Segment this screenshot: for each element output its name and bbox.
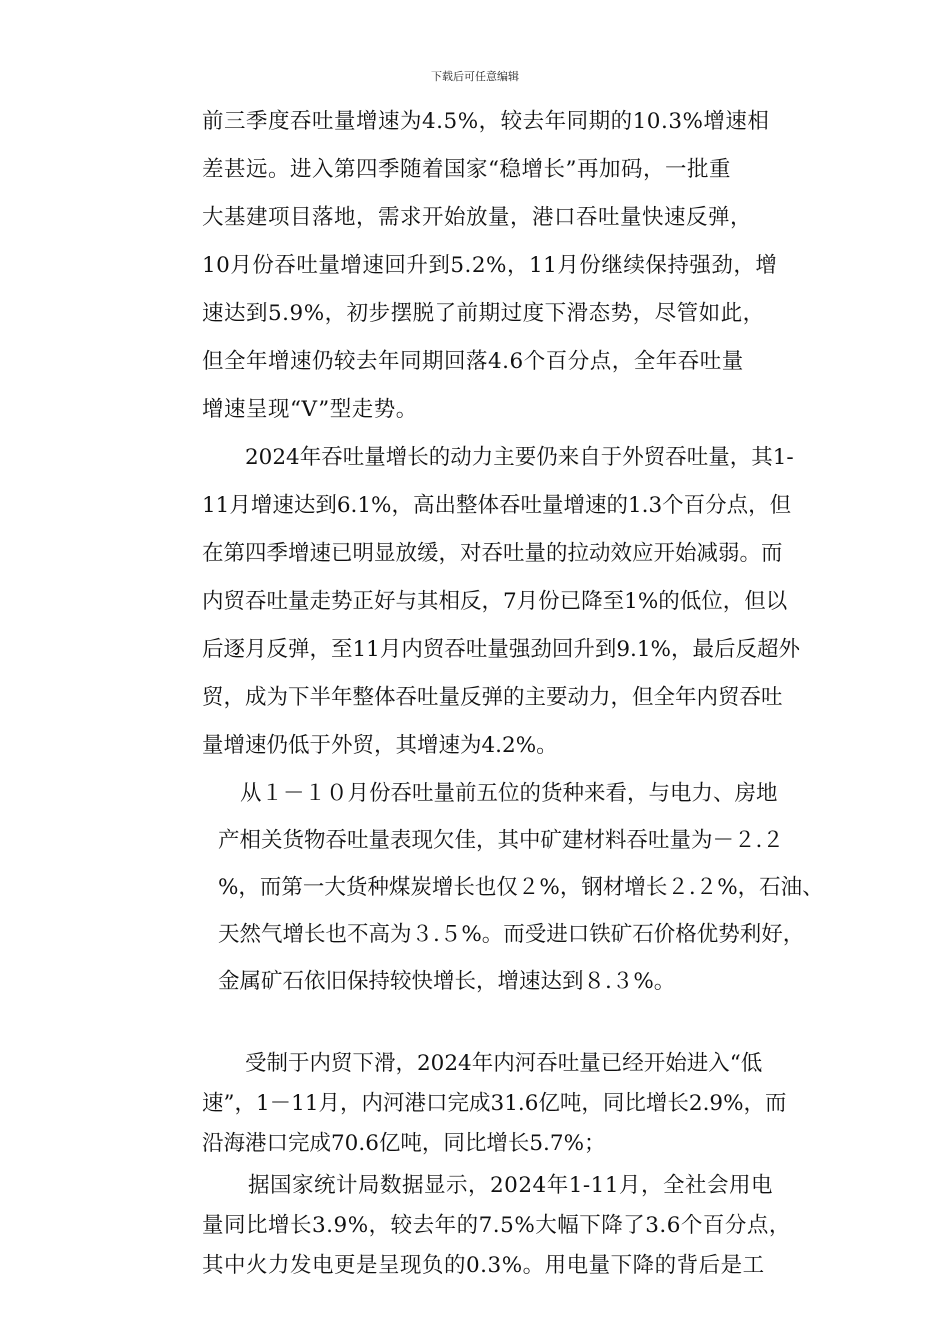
- text-line: 后逐月反弹，至11月内贸吞吐量强劲回升到9.1%，最后反超外: [202, 637, 800, 662]
- text-line: 10月份吞吐量增速回升到5.2%，11月份继续保持强劲，增: [202, 253, 778, 278]
- text-line: 天然气增长也不高为３.５%。而受进口铁矿石价格优势利好，: [218, 922, 805, 947]
- text-line: 在第四季增速已明显放缓，对吞吐量的拉动效应开始减弱。而: [202, 541, 783, 566]
- page-header: 下载后可任意编辑: [431, 70, 519, 83]
- text-line: 产相关货物吞吐量表现欠佳，其中矿建材料吞吐量为－２.２: [218, 828, 784, 853]
- text-line: 2024年吞吐量增长的动力主要仍来自于外贸吞吐量，其1-: [245, 445, 794, 470]
- text-line: 大基建项目落地，需求开始放量，港口吞吐量快速反弹，: [202, 205, 753, 230]
- text-line: 速达到5.9%，初步摆脱了前期过度下滑态势，尽管如此，: [202, 301, 765, 326]
- text-line: 前三季度吞吐量增速为4.5%，较去年同期的10.3%增速相: [202, 109, 770, 134]
- text-line: 其中火力发电更是呈现负的0.3%。用电量下降的背后是工: [202, 1253, 765, 1278]
- text-line: 受制于内贸下滑，2024年内河吞吐量已经开始进入“低: [245, 1051, 763, 1076]
- text-line: 11月增速达到6.1%，高出整体吞吐量增速的1.3个百分点，但: [202, 493, 792, 518]
- text-line: 沿海港口完成70.6亿吨，同比增长5.7%；: [202, 1131, 606, 1156]
- text-line: 从１－１０月份吞吐量前五位的货种来看，与电力、房地: [240, 781, 778, 806]
- text-line: 差甚远。进入第四季随着国家“稳增长”再加码，一批重: [202, 157, 731, 182]
- text-line: 贸，成为下半年整体吞吐量反弹的主要动力，但全年内贸吞吐: [202, 685, 783, 710]
- text-line: 据国家统计局数据显示，2024年1-11月，全社会用电: [248, 1173, 774, 1198]
- text-line: 速”，1－11月，内河港口完成31.6亿吨，同比增长2.9%，而: [202, 1091, 787, 1116]
- text-line: 增速呈现“V”型走势。: [202, 397, 418, 422]
- text-line: %，而第一大货种煤炭增长也仅２%，钢材增长２.２%，石油、: [218, 875, 824, 900]
- text-line: 内贸吞吐量走势正好与其相反，7月份已降至1%的低位，但以: [202, 589, 788, 614]
- text-line: 金属矿石依旧保持较快增长，增速达到８.３%。: [218, 969, 676, 994]
- text-line: 但全年增速仍较去年同期回落4.6个百分点，全年吞吐量: [202, 349, 744, 374]
- text-line: 量增速仍低于外贸，其增速为4.2%。: [202, 733, 558, 758]
- text-line: 量同比增长3.9%，较去年的7.5%大幅下降了3.6个百分点，: [202, 1213, 791, 1238]
